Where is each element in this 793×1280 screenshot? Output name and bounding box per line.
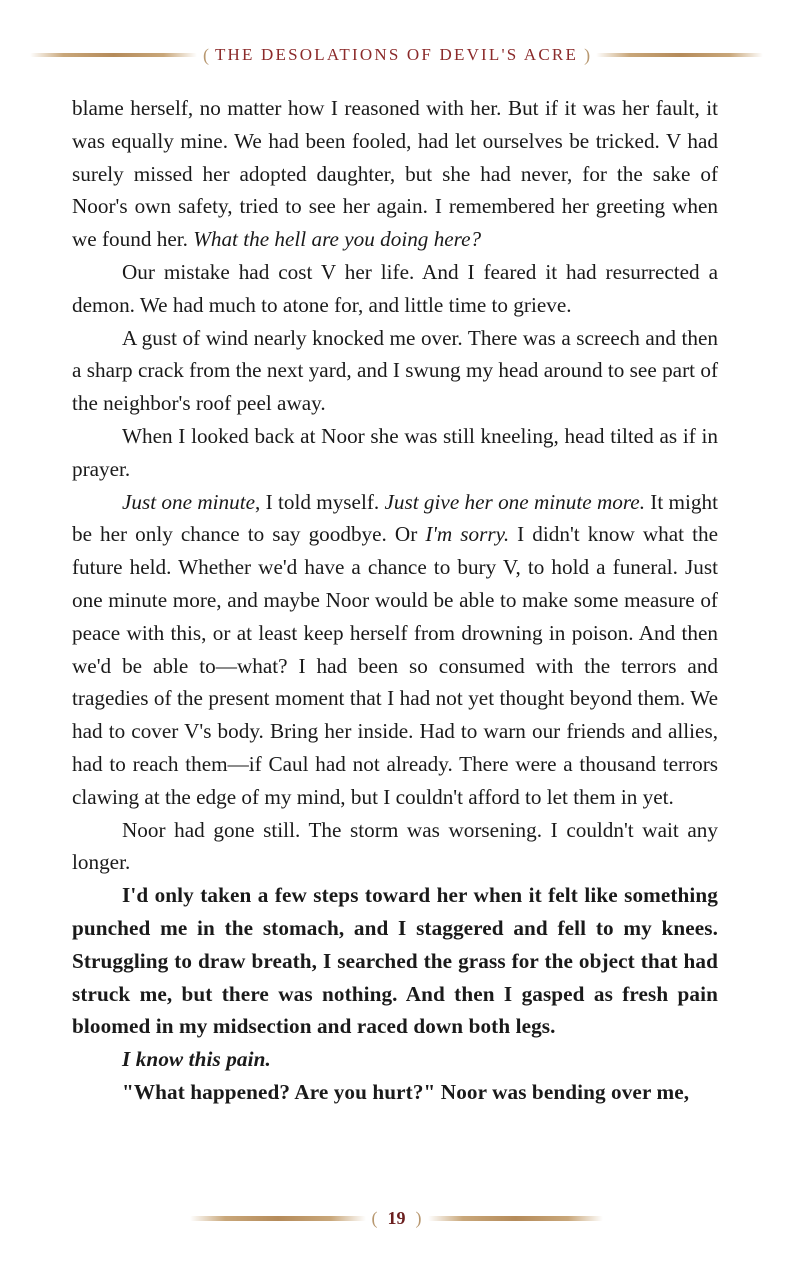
- paragraph-text: , I told myself.: [255, 489, 385, 514]
- paragraph: [72, 486, 718, 814]
- footer-ornament-right: [428, 1216, 604, 1221]
- paragraph-text: Noor had gone still. The storm was worsening. I couldn't wait any longer.: [72, 817, 718, 875]
- paragraph-text: A gust of wind nearly knocked me over. There was a screech and then a sharp crack from the next yard, and I swung my head around to see part of the neighbor's roof peel away.: [72, 325, 718, 416]
- footer-left-bracket: (: [371, 1208, 378, 1228]
- italic-text: I'm sorry.: [425, 522, 510, 547]
- footer-ornament-left: [190, 1216, 366, 1221]
- italic-text: What the hell are you doing here?: [193, 227, 482, 252]
- running-header: [30, 40, 763, 70]
- page-number: 19: [387, 1207, 406, 1228]
- header-ornament-left: [30, 53, 197, 57]
- italic-text: Just one minute: [122, 489, 255, 514]
- header-right-bracket: ): [584, 45, 591, 65]
- bold-print-section: [72, 879, 718, 1109]
- page-footer: [190, 1205, 603, 1231]
- book-title: THE DESOLATIONS OF DEVIL'S ACRE: [214, 45, 579, 64]
- paragraph-text: Our mistake had cost V her life. And I feared it had resurrected a demon. We had much to atone for, and little time to grieve.: [72, 259, 718, 317]
- paragraph: [72, 92, 718, 256]
- header-ornament-right: [596, 53, 763, 57]
- paragraph-text: I didn't know what the future held. Whether we'd have a chance to bury V, to hold a funeral. Just one minute more, and maybe Noor would be able to make some measure of peace with this, or at least keep herself from drowning in poison. And then we'd be able to—what? I had been so consumed with the terrors and tragedies of the present moment that I had not yet thought beyond them. We had to cover V's body. Bring her inside. Had to warn our friends and allies, had to reach them—if Caul had not already. There were a thousand terrors clawing at the edge of my mind, but I couldn't afford to let them in yet.: [72, 522, 718, 809]
- header-left-bracket: (: [202, 45, 209, 65]
- paragraph-text: It might be her only chance to say goodbye. Or: [72, 489, 718, 547]
- italic-text: I know this pain.: [122, 1047, 271, 1072]
- paragraph: [72, 322, 718, 420]
- paragraph: [72, 256, 718, 322]
- paragraph-text: I'd only taken a few steps toward her when it felt like something punched me in the stomach, and I staggered and fell to my knees. Struggling to draw breath, I searched the grass for the object that had struck me, but there was nothing. And then I gasped as fresh pain bloomed in my midsection and raced down both legs.: [72, 883, 718, 1039]
- footer-right-bracket: ): [415, 1208, 422, 1228]
- paragraph: [72, 814, 718, 880]
- paragraph-text: "What happened? Are you hurt?" Noor was bending over me,: [122, 1079, 690, 1104]
- paragraph: [72, 1076, 718, 1109]
- paragraph-text: blame herself, no matter how I reasoned with her. But if it was her fault, it was equally mine. We had been fooled, had let ourselves be tricked. V had surely missed her adopted daughter, but she had never, for the sake of Noor's own safety, tried to see her again. I remembered her greeting when we found her.: [72, 96, 718, 252]
- paragraph: [72, 420, 718, 486]
- body-text: [72, 92, 718, 1109]
- paragraph: [72, 1043, 718, 1076]
- paragraph-text: When I looked back at Noor she was still kneeling, head tilted as if in prayer.: [72, 423, 718, 481]
- italic-text: Just give her one minute more.: [384, 489, 645, 514]
- paragraph: [72, 879, 718, 1043]
